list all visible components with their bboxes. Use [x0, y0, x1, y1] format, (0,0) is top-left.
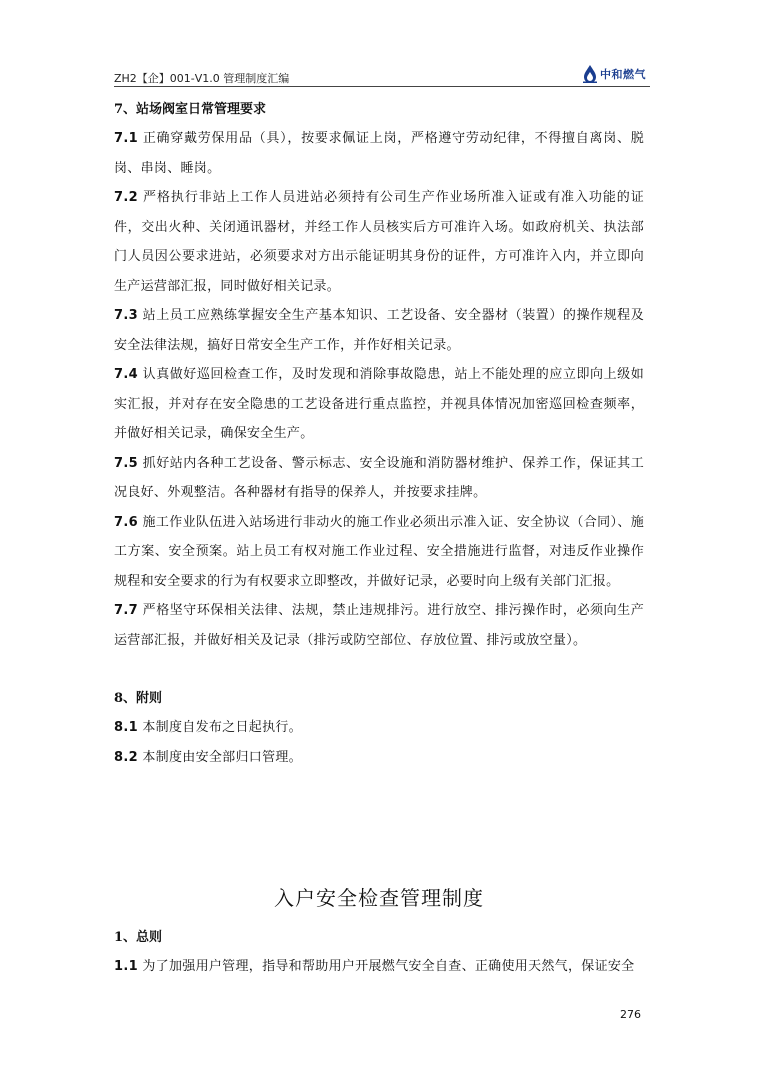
- item-number: 7.5: [114, 455, 138, 471]
- paragraph-1-1: [114, 952, 644, 982]
- item-text: 本制度自发布之日起执行。: [142, 720, 302, 735]
- item-number: 7.1: [114, 131, 138, 146]
- item-text: 正确穿戴劳保用品（具），按要求佩证上岗，严格遵守劳动纪律，不得擅自离岗、脱岗、串岗、睡岗。: [114, 131, 644, 176]
- flame-drop-icon: [582, 64, 598, 84]
- item-number: 7.4: [114, 367, 138, 382]
- item-number: 8.1: [114, 720, 138, 735]
- item-number: 1.1: [114, 959, 138, 974]
- item-text: 为了加强用户管理，指导和帮助用户开展燃气安全自查、正确使用天然气，保证安全: [142, 959, 635, 974]
- paragraph-7-1: [114, 124, 644, 183]
- document-title: 入户安全检查管理制度: [274, 886, 484, 910]
- paragraph-7-3: [114, 301, 644, 360]
- item-text: 本制度由安全部归口管理。: [142, 749, 302, 765]
- item-number: 7.3: [114, 308, 138, 323]
- company-logo: [582, 62, 646, 86]
- item-text: 施工作业队伍进入站场进行非动火的施工作业必须出示准入证、安全协议（合同）、施工方案、安全预案。站上员工有权对施工作业过程、安全措施进行监督，对违反作业操作规程和安全要求的行为有权要求立即整改，并做好记录，必要时向上级有关部门汇报。: [114, 514, 645, 589]
- item-number: 7.7: [114, 603, 138, 618]
- paragraph-7-4: [114, 360, 644, 449]
- paragraph-7-6: [114, 508, 644, 597]
- paragraph-8-1: [114, 713, 644, 743]
- paragraph-7-7: [114, 596, 644, 655]
- item-number: 7.2: [114, 190, 138, 205]
- header-title: ZH2【企】001-V1.0 管理制度汇编: [114, 72, 290, 85]
- paragraph-7-2: [114, 183, 644, 301]
- item-text: 认真做好巡回检查工作，及时发现和消除事故隐患，站上不能处理的应立即向上级如实汇报，并对存在安全隐患的工艺设备进行重点监控，并视具体情况加密巡回检查频率，并做好相关记录，确保安全生产。: [114, 367, 644, 441]
- item-number: 8.2: [114, 749, 138, 765]
- second-document-content: [114, 924, 644, 982]
- page-number: 276: [620, 1008, 641, 1021]
- item-text: 严格执行非站上工作人员进站必须持有公司生产作业场所准入证或有准入功能的证件，交出火种、关闭通讯器材，并经工作人员核实后方可准许入场。如政府机关、执法部门人员因公要求进站，必须要求对方出示能证明其身份的证件，方可准许入内，并立即向生产运营部汇报，同时做好相关记录。: [114, 190, 644, 294]
- section7-heading: 7、站场阀室日常管理要求: [114, 102, 267, 117]
- item-number: 7.6: [114, 514, 138, 530]
- item-text: 严格坚守环保相关法律、法规，禁止违规排污。进行放空、排污操作时，必须向生产运营部汇报，并做好相关及记录（排污或防空部位、存放位置、排污或放空量）。: [114, 603, 644, 648]
- item-text: 站上员工应熟练掌握安全生产基本知识、工艺设备、安全器材（装置）的操作规程及安全法律法规，搞好日常安全生产工作，并作好相关记录。: [114, 308, 644, 353]
- header-divider: [114, 86, 650, 87]
- paragraph-8-2: [114, 743, 644, 773]
- logo-text: 中和燃气: [600, 68, 646, 81]
- section8-heading: 8、附则: [114, 691, 163, 706]
- item-text: 抓好站内各种工艺设备、警示标志、安全设施和消防器材维护、保养工作，保证其工况良好、外观整洁。各种器材有指导的保养人，并按要求挂牌。: [114, 455, 644, 500]
- paragraph-7-5: [114, 449, 644, 508]
- general-heading: 1、总则: [114, 930, 163, 945]
- main-content: [114, 96, 644, 772]
- spacer: [114, 655, 644, 685]
- page-header: [114, 58, 650, 86]
